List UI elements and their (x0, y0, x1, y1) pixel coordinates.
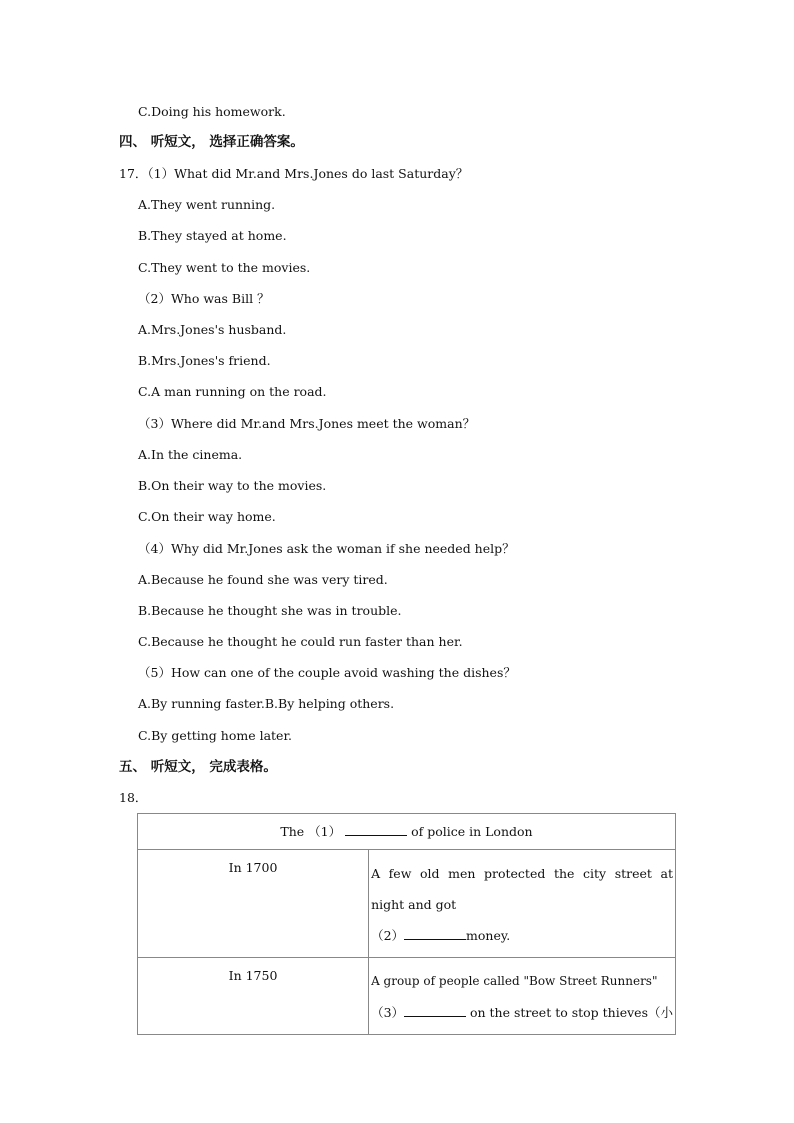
row2-blank-prefix: （3） (371, 1005, 405, 1020)
blank-3[interactable] (404, 1004, 466, 1017)
q17-sub4-question: （4）Why did Mr.Jones ask the woman if she needed help？ (138, 541, 515, 556)
q17-sub3-option-b: B.On their way to the movies. (138, 478, 327, 493)
q17-sub3-option-c: C.On their way home. (138, 509, 276, 524)
q17-number: 17． (119, 166, 148, 181)
q17-sub4-option-b: B.Because he thought she was in trouble. (138, 603, 402, 618)
q17-sub2-option-c: C.A man running on the road. (138, 384, 327, 399)
row1-blank-suffix: money. (466, 928, 511, 943)
q17-header (119, 166, 468, 182)
police-history-table (137, 813, 676, 1035)
blank-1[interactable] (345, 823, 407, 836)
row2-blank-line (371, 997, 673, 1028)
q17-sub1-question: （1）What did Mr.and Mrs.Jones do last Saturday？ (147, 166, 469, 181)
q17-sub2-option-a: A.Mrs.Jones's husband. (138, 322, 287, 337)
q17-sub1-option-a: A.They went running. (138, 197, 276, 212)
row2-year: In 1750 (138, 958, 369, 1035)
blank-2[interactable] (404, 927, 466, 940)
row2-text: A group of people called "Bow Street Runners" (371, 974, 658, 988)
row1-description (369, 850, 676, 958)
table-title-cell (138, 814, 676, 850)
section5-heading: 五、 听短文， 完成表格。 (119, 759, 277, 775)
row1-blank-line (371, 920, 673, 951)
q17-sub4-option-a: A.Because he found she was very tired. (138, 572, 388, 587)
row1-blank-prefix: （2） (371, 928, 405, 943)
row1-year: In 1700 (138, 850, 369, 958)
row1-text: A few old men protected the city street at night and got (371, 866, 673, 912)
row2-description (369, 958, 676, 1035)
q17-sub2-option-b: B.Mrs.Jones's friend. (138, 353, 271, 368)
table-title-before: The （1） (280, 824, 342, 839)
q18-number: 18． (119, 790, 148, 805)
q17-sub5-option-c: C.By getting home later. (138, 728, 293, 743)
prev-option-c: C.Doing his homework. (138, 104, 286, 119)
table-title-after: of police in London (407, 824, 533, 839)
q17-sub1-option-c: C.They went to the movies. (138, 260, 311, 275)
row2-blank-suffix: on the street to stop thieves（小 (466, 1005, 673, 1020)
q17-sub1-option-b: B.They stayed at home. (138, 228, 287, 243)
q17-sub3-option-a: A.In the cinema. (138, 447, 243, 462)
q17-sub5-question: （5）How can one of the couple avoid washing the dishes？ (138, 665, 516, 680)
section4-heading: 四、 听短文， 选择正确答案。 (119, 134, 304, 150)
q17-sub2-question: （2）Who was Bill ？ (138, 291, 270, 306)
q17-sub3-question: （3）Where did Mr.and Mrs.Jones meet the woman？ (138, 416, 476, 431)
q17-sub4-option-c: C.Because he thought he could run faster than her. (138, 634, 463, 649)
q17-sub5-option-ab: A.By running faster.B.By helping others. (138, 696, 395, 711)
